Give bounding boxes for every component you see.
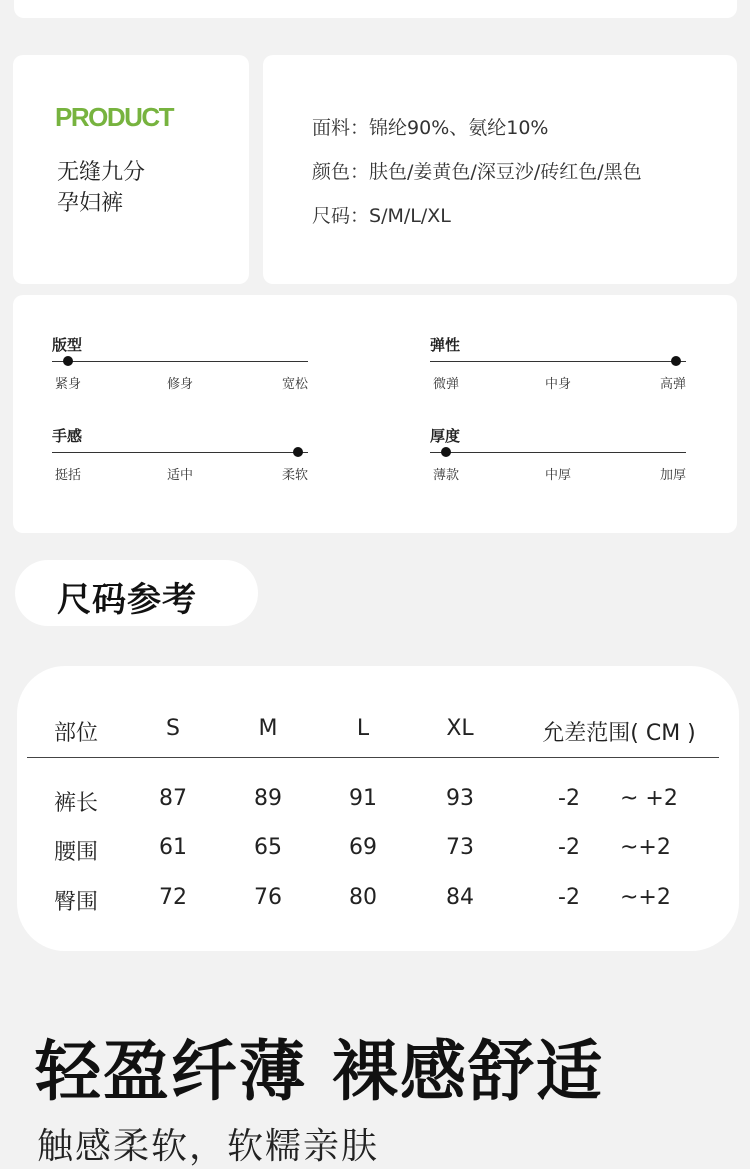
table-cell: 89 (254, 786, 282, 811)
attribute-label-high: 宽松 (282, 377, 309, 392)
table-cell-tol-plus: ~ +2 (620, 786, 678, 811)
table-cell-tol-minus: -2 (558, 835, 580, 860)
table-cell: 93 (446, 786, 474, 811)
spec-color (312, 157, 642, 184)
attribute-label-high: 高弹 (660, 377, 687, 392)
table-cell: 69 (349, 835, 377, 860)
table-cell: 80 (349, 885, 377, 910)
table-cell-tol-minus: -2 (558, 786, 580, 811)
attribute-label-low: 微弹 (433, 377, 460, 392)
table-cell: 61 (159, 835, 187, 860)
table-header-divider (27, 757, 719, 758)
table-row-part: 臀围 (54, 890, 99, 915)
product-card (13, 55, 249, 284)
size-table (17, 666, 739, 951)
spec-value: 肤色/姜黄色/深豆沙/砖红色/黑色 (369, 161, 642, 183)
attribute-scale-line (430, 452, 686, 453)
feature-headline: 轻盈纤薄 裸感舒适 (35, 1033, 604, 1110)
table-header-tolerance: 允差范围( CM ) (542, 721, 696, 746)
spec-value: S/M/L/XL (369, 205, 451, 227)
attribute-card (13, 295, 737, 533)
spec-key: 尺码： (312, 205, 370, 227)
attribute-label-mid: 中厚 (545, 468, 572, 483)
attribute-elasticity (430, 334, 686, 414)
table-header-part: 部位 (54, 721, 99, 746)
attribute-label-mid: 修身 (167, 377, 194, 392)
attribute-label-high: 加厚 (660, 468, 687, 483)
table-cell-tol-plus: ~+2 (620, 835, 671, 860)
attribute-label-mid: 中身 (545, 377, 572, 392)
table-cell: 91 (349, 786, 377, 811)
table-header-l: L (356, 716, 370, 741)
size-section-title (15, 560, 258, 626)
table-row-part: 腰围 (54, 840, 99, 865)
spec-fabric (312, 113, 548, 140)
table-header-s: S (166, 716, 180, 741)
size-section-title-text: 尺码参考 (57, 580, 197, 620)
attribute-title: 版型 (52, 336, 83, 354)
top-card (14, 0, 737, 18)
spec-size (312, 201, 451, 228)
feature-subline: 触感柔软，软糯亲肤 (37, 1126, 380, 1167)
table-row-part: 裤长 (54, 791, 99, 816)
product-label: PRODUCT (55, 102, 174, 132)
attribute-scale-line (430, 361, 686, 362)
table-cell: 73 (446, 835, 474, 860)
attribute-scale-line (52, 452, 308, 453)
spec-card (263, 55, 737, 284)
product-name (57, 157, 145, 219)
table-cell: 76 (254, 885, 282, 910)
table-cell-tol-plus: ~+2 (620, 885, 671, 910)
attribute-title: 手感 (52, 427, 83, 445)
attribute-label-low: 薄款 (433, 468, 460, 483)
table-cell: 87 (159, 786, 187, 811)
table-cell: 84 (446, 885, 474, 910)
table-header-xl: XL (446, 716, 474, 741)
attribute-marker (441, 447, 451, 457)
spec-value: 锦纶90%、氨纶10% (369, 117, 549, 139)
attribute-marker (671, 356, 681, 366)
table-cell: 65 (254, 835, 282, 860)
product-name-line2: 孕妇裤 (57, 191, 124, 216)
attribute-label-low: 紧身 (55, 377, 82, 392)
table-cell-tol-minus: -2 (558, 885, 580, 910)
attribute-marker (293, 447, 303, 457)
spec-key: 颜色： (312, 161, 370, 183)
attribute-feel (52, 425, 308, 505)
attribute-label-high: 柔软 (282, 468, 309, 483)
table-cell: 72 (159, 885, 187, 910)
spec-key: 面料： (312, 117, 370, 139)
attribute-title: 弹性 (430, 336, 461, 354)
table-header-m: M (258, 716, 278, 741)
attribute-marker (63, 356, 73, 366)
attribute-label-low: 挺括 (55, 468, 82, 483)
attribute-scale-line (52, 361, 308, 362)
attribute-thickness (430, 425, 686, 505)
attribute-title: 厚度 (430, 427, 461, 445)
attribute-label-mid: 适中 (167, 468, 194, 483)
product-name-line1: 无缝九分 (57, 160, 146, 185)
attribute-fit (52, 334, 308, 414)
